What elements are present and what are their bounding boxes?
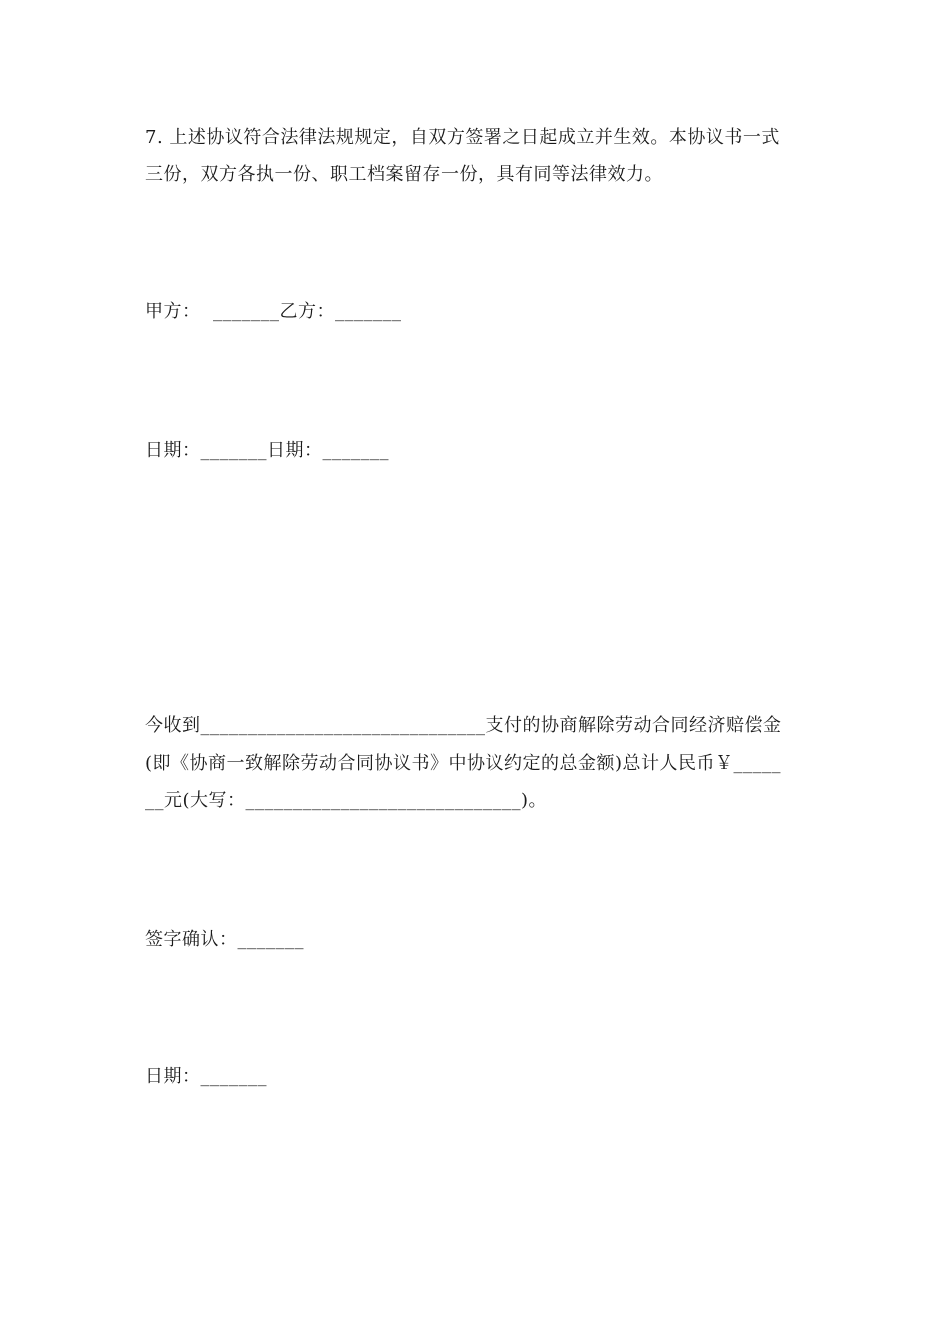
receipt-line-1: 今收到______________________________支付的协商解除劳动合同经济赔偿金 xyxy=(145,715,782,736)
parties-signature-line: 甲方： _______乙方：_______ xyxy=(145,301,402,322)
signature-confirm-line: 签字确认：_______ xyxy=(145,929,304,950)
clause7-line-1: 7. 上述协议符合法律法规规定，自双方签署之日起成立并生效。本协议书一式 xyxy=(145,127,780,148)
dates-line: 日期：_______日期：_______ xyxy=(145,440,389,461)
final-date-line: 日期：_______ xyxy=(145,1066,267,1087)
clause7-line-2: 三份，双方各执一份、职工档案留存一份，具有同等法律效力。 xyxy=(145,164,663,185)
receipt-line-3: __元(大写：_____________________________)。 xyxy=(145,790,548,811)
receipt-line-2: (即《协商一致解除劳动合同协议书》中协议约定的总金额)总计人民币￥_____ xyxy=(145,753,782,774)
